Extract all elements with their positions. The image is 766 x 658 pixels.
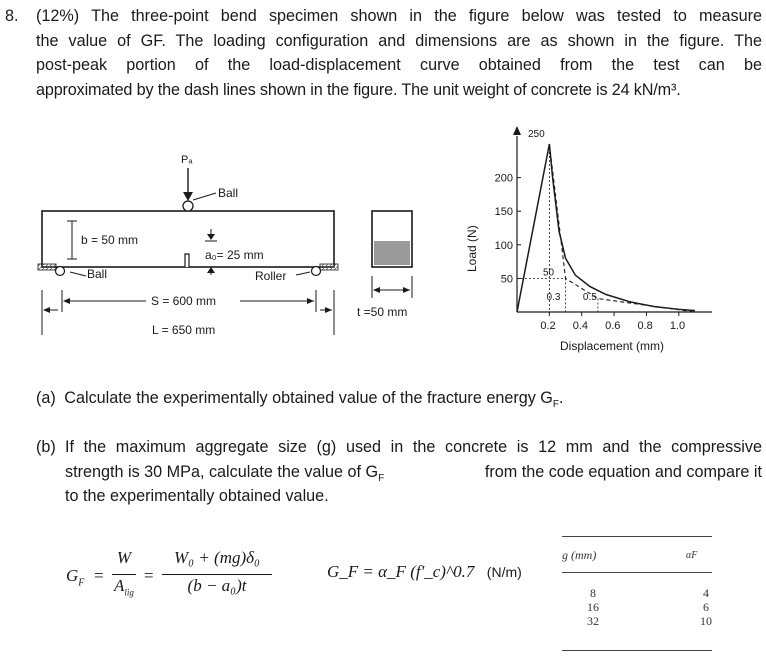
roller-label: Roller (255, 269, 287, 283)
ball-top-leader (193, 193, 216, 200)
table-cell: 32 (587, 614, 599, 628)
question-line-1: (12%) The three-point bend specimen shown in the figure below was tested to measure (36, 7, 762, 25)
ball-top-label: Ball (218, 186, 239, 200)
part-b-line-3: to the experimentally obtained value. (65, 487, 329, 505)
load-displacement-chart (465, 126, 712, 353)
load-arrowhead (183, 192, 193, 201)
part-a-text: Calculate the experimentally obtained value of the fracture energy G (64, 389, 553, 407)
notch (185, 254, 189, 267)
x-axis-label: Displacement (mm) (560, 339, 665, 353)
table-cell: 10 (700, 614, 712, 628)
y-tick-label: 150 (494, 206, 513, 219)
question-line-4: approximated by the dash lines shown in the figure. The unit weight of concrete is 24 kN/m³. (36, 80, 681, 99)
x-tick-label: 0.4 (572, 320, 589, 332)
part-a-label: (a) (36, 389, 56, 407)
aggregate-table (562, 536, 712, 652)
y-tick-label: 100 (494, 239, 513, 252)
roller-support (312, 267, 321, 276)
y-axis-label: Load (N) (465, 225, 479, 272)
equation-gf-code (327, 562, 522, 582)
part-b-line-2: strength is 30 MPa, calculate the value of $G_F$ from the code equation and compare it (65, 462, 762, 484)
y-axis-arrow (513, 126, 521, 135)
annotation-50: 50 (543, 267, 555, 279)
cross-section-notch (374, 241, 410, 265)
table-cell: 6 (703, 600, 709, 614)
series-dash-approximation (546, 144, 695, 312)
table-cell: 4 (703, 586, 709, 600)
x-tick-label: 0.2 (540, 320, 556, 332)
span-label: S = 600 mm (151, 294, 217, 308)
part-b-label: (b) (36, 438, 56, 456)
ball-top (183, 201, 193, 211)
peak-label: 250 (528, 129, 545, 140)
x-tick-label: 0.8 (637, 320, 653, 332)
table-cell: 16 (587, 600, 599, 614)
table-col-g (583, 586, 603, 628)
series-test-curve (517, 144, 695, 312)
annotation-0.5: 0.5 (582, 292, 597, 303)
question-number: 8. (5, 7, 19, 25)
y-tick-label: 50 (500, 273, 513, 286)
ball-support-left (56, 267, 65, 276)
ball-left-label: Ball (87, 267, 108, 281)
length-label: L = 650 mm (152, 323, 216, 337)
question-line-3: post-peak portion of the load-displacement curve obtained from the test can be (36, 56, 762, 74)
table-cell: 8 (590, 586, 596, 600)
x-tick-label: 1.0 (669, 320, 686, 332)
table-header-g: g (mm) (562, 548, 597, 562)
equation-gf-code-expr: G_F = α_F (f'_c)^0.7 (327, 562, 475, 581)
thickness-label: t =50 mm (357, 305, 408, 319)
table-col-alpha (696, 586, 716, 628)
y-tick-label: 200 (494, 172, 513, 185)
b-label: b = 50 mm (81, 233, 139, 247)
question-line-1-text: The three-point bend specimen shown in the figure below was tested to measure (91, 7, 762, 25)
annotation-0.3: 0.3 (546, 292, 561, 303)
equation-unit: (N/m) (486, 564, 522, 580)
part-a: (a) Calculate the experimentally obtained value of the fracture energy $G_F$. (36, 389, 564, 411)
x-tick-label: 0.6 (605, 320, 621, 332)
load-label: Pₐ (181, 154, 193, 166)
a0-label: a₀= 25 mm (205, 248, 264, 262)
question-line-2: the value of GF. The loading configuration and dimensions are as shown in the figure. The (36, 31, 762, 50)
part-b-line-1: If the maximum aggregate size (g) used in the concrete is 12 mm and the compressive (65, 438, 762, 456)
table-header-alpha: αF (686, 550, 698, 561)
